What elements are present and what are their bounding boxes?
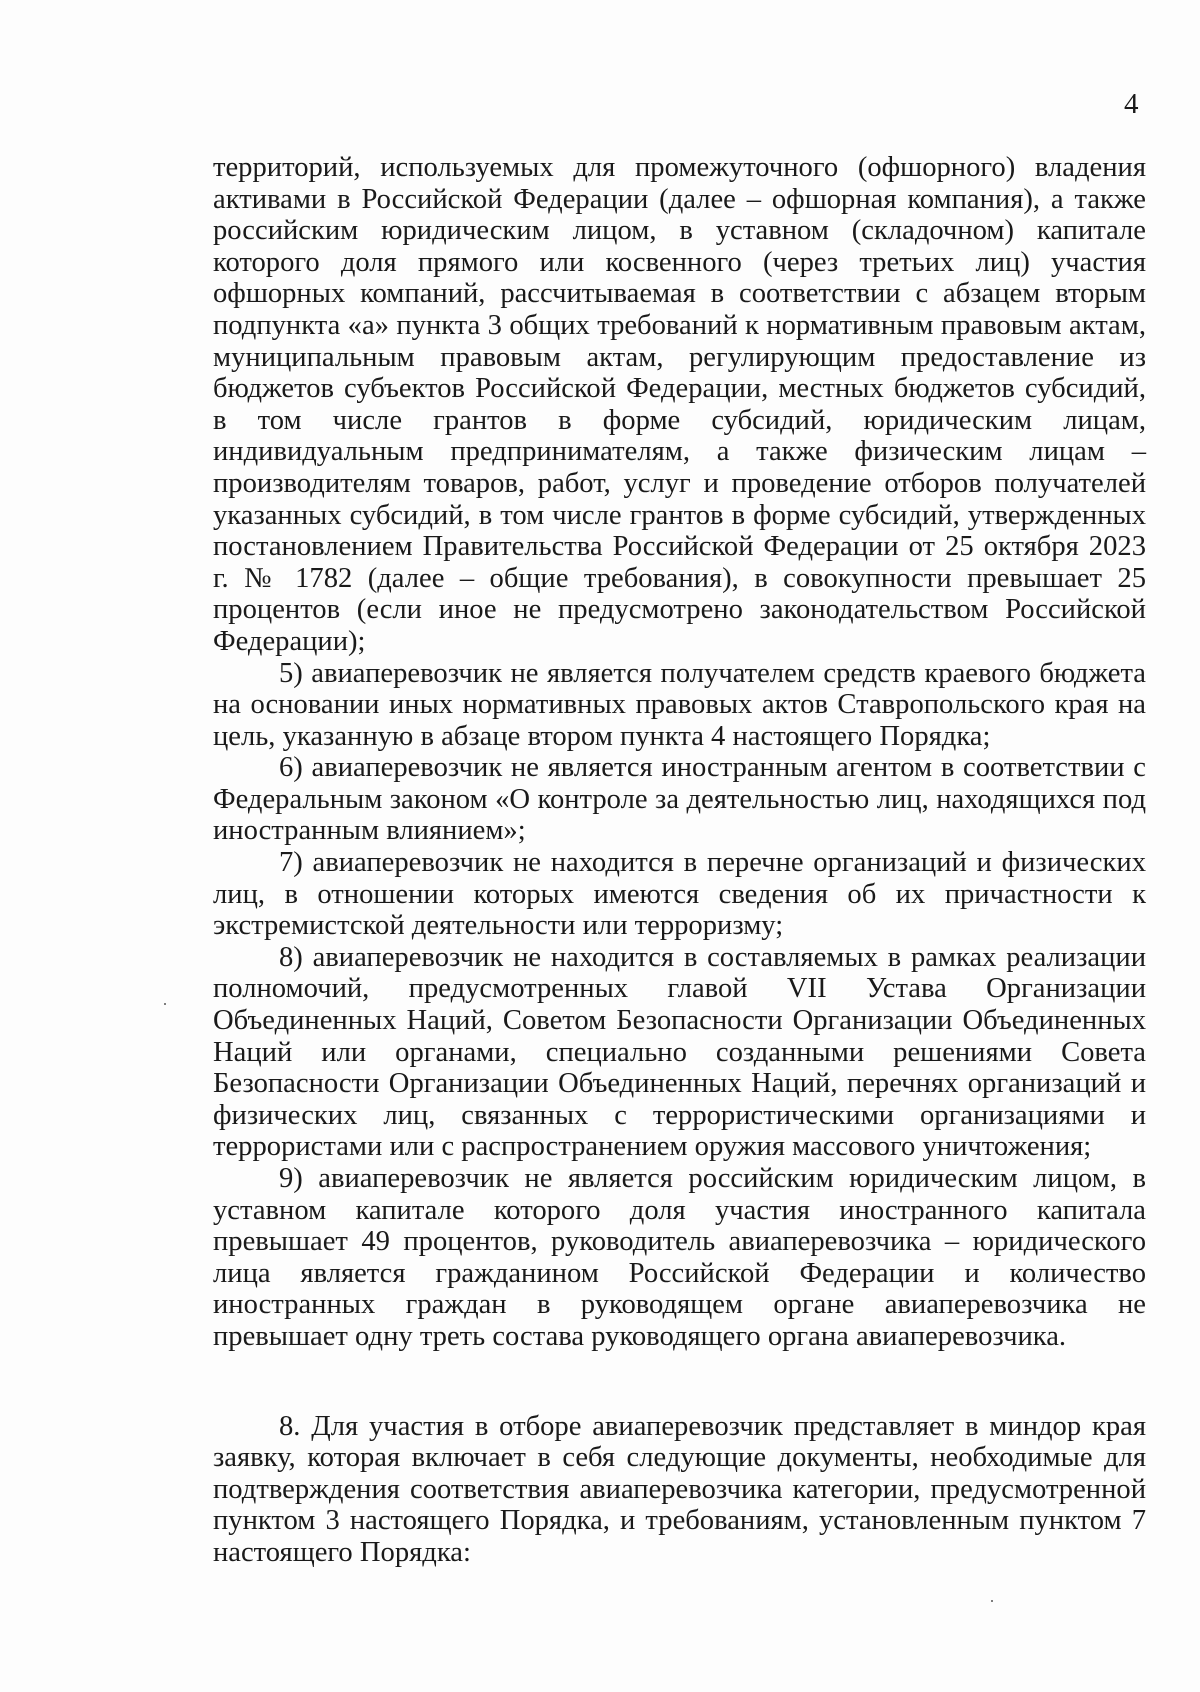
paragraph-item-7: 7) авиаперевозчик не находится в перечне организаций и физических лиц, в отношении которых имеются сведения об их причастности к экстремистской деятельности или терроризму; <box>213 847 1146 942</box>
paragraph-item-5: 5) авиаперевозчик не является получателем средств краевого бюджета на основании иных нормативных правовых актов Ставропольского края на цель, указанную в абзаце втором пункта 4 настоящего Порядка; <box>213 657 1146 752</box>
document-body <box>213 152 1146 1569</box>
page-number: 4 <box>1124 88 1139 120</box>
paragraph-item-8: 8) авиаперевозчик не находится в составляемых в рамках реализации полномочий, предусмотренных главой VII Устава Организации Объединенных Наций, Советом Безопасности Организации Объединенных Наций или органами, специально созданными решениями Совета Безопасности Организации Объединенных Наций, перечнях организаций и физических лиц, связанных с террористическими организациями и террористами или с распространением оружия массового уничтожения; <box>213 941 1146 1163</box>
paragraph-item-6: 6) авиаперевозчик не является иностранным агентом в соответствии с Федеральным законом «О контроле за деятельностью лиц, находящихся под иностранным влиянием»; <box>213 752 1146 847</box>
paragraph-section-8: 8. Для участия в отборе авиаперевозчик представляет в миндор края заявку, которая включает в себя следующие документы, необходимые для подтверждения соответствия авиаперевозчика категории, предусмотренной пунктом 3 настоящего Порядка, и требованиям, установленным пунктом 7 настоящего Порядка: <box>213 1410 1146 1568</box>
scan-speck <box>164 1003 166 1005</box>
paragraph-item-9: 9) авиаперевозчик не является российским юридическим лицом, в уставном капитале которого доля участия иностранного капитала превышает 49 процентов, руководитель авиаперевозчика – юридического лица является гражданином Российской Федерации и количество иностранных граждан в руководящем органе авиаперевозчика не превышает одну треть состава руководящего органа авиаперевозчика. <box>213 1163 1146 1352</box>
paragraph-continuation: территорий, используемых для промежуточного (офшорного) владения активами в Российской Федерации (далее – офшорная компания), а также российским юридическим лицом, в уставном (складочном) капитале которого доля прямого или косвенного (через третьих лиц) участия офшорных компаний, рассчитываемая в соответствии с абзацем вторым подпункта «а» пункта 3 общих требований к нормативным правовым актам, муниципальным правовым актам, регулирующим предоставление из бюджетов субъектов Российской Федерации, местных бюджетов субсидий, в том числе грантов в форме субсидий, юридическим лицам, индивидуальным предпринимателям, а также физическим лицам – производителям товаров, работ, услуг и проведение отборов получателей указанных субсидий, в том числе грантов в форме субсидий, утвержденных постановлением Правительства Российской Федерации от 25 октября 2023 г. № 1782 (далее – общие требования), в совокупности превышает 25 процентов (если иное не предусмотрено законодательством Российской Федерации); <box>213 152 1146 657</box>
scan-speck <box>991 1600 993 1602</box>
